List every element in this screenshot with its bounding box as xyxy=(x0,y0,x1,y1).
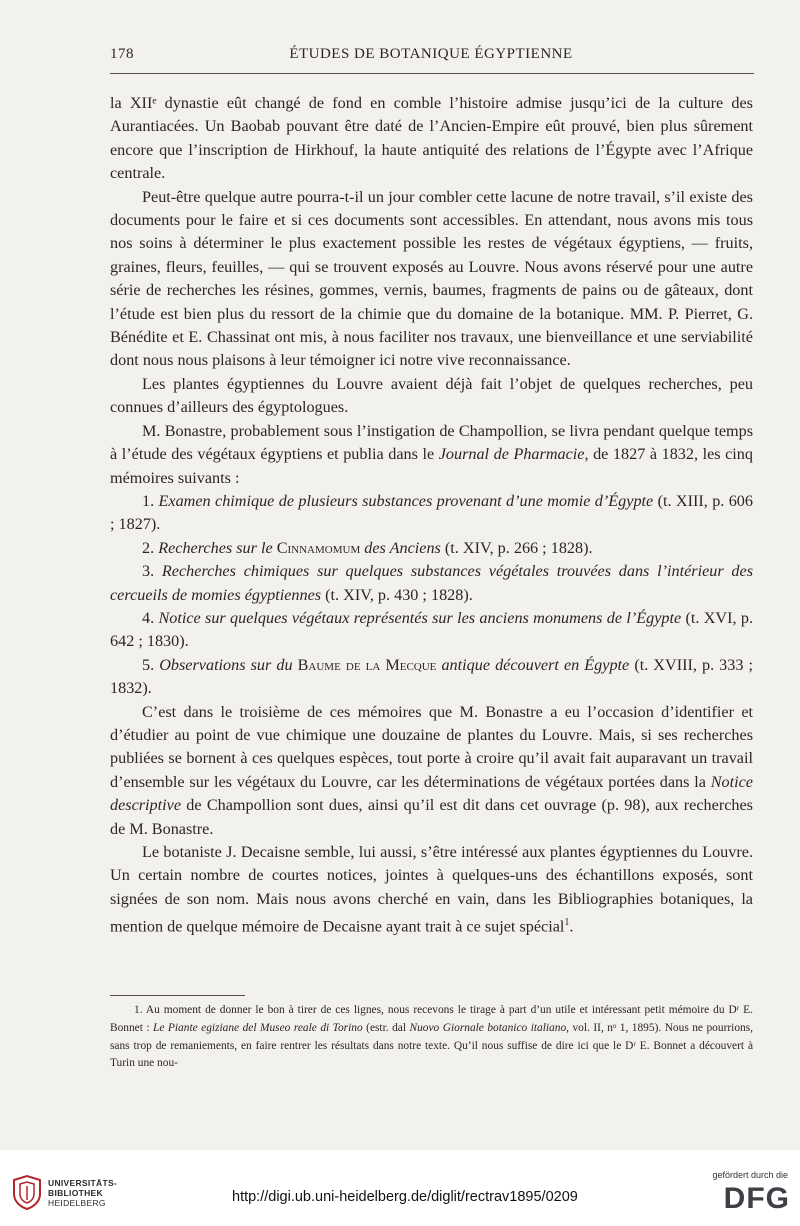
memoir-item-title: Notice sur quelques végétaux représentés sur les anciens monumens de l’Égypte xyxy=(158,608,682,627)
paragraph-6-end: . xyxy=(569,917,574,936)
notice-title: Notice descriptive xyxy=(110,772,753,815)
paragraph-6-text: Le botaniste J. Decaisne semble, lui aussi, s’être intéressé aux plantes égyptiennes du Louvre. Un certain nombre de courtes notices, jointes à quelques-uns des échantillons exposés, sont signées de son nom. Mais nous avons cherché en vain, dans les Bibliographies botaniques, la mention de quelque mémoire de Decaisne ayant trait à ce sujet spécial xyxy=(110,843,753,936)
footnote-text-b: (estr. dal xyxy=(362,1021,410,1034)
memoir-item-3 xyxy=(110,560,753,607)
running-title: ÉTUDES DE BOTANIQUE ÉGYPTIENNE xyxy=(289,46,573,62)
memoir-item-ref: (t. XVIII, p. 333 ; 1832). xyxy=(110,655,754,698)
paragraph-4-text-b: de 1827 à 1832, les cinq mémoires suivants : xyxy=(110,445,753,487)
university-line-2: BIBLIOTHEK xyxy=(48,1188,103,1198)
memoir-item-title-cont: antique découvert en Égypte xyxy=(436,655,630,674)
paragraph-4-text-a: M. Bonastre, probablement sous l’instigation de Champollion, se livra pendant quelque temps à l’étude des végétaux égyptiens et publia dans le xyxy=(110,421,753,464)
paragraph-5-text-b: de Champollion sont dues, ainsi qu’il est dit dans cet ouvrage (p. 98), aux recherches de M. Bonastre. xyxy=(110,796,753,838)
funding-note: gefördert durch die xyxy=(712,1170,788,1180)
running-head xyxy=(110,46,752,68)
memoir-item-title: Examen chimique de plusieurs substances provenant d’une momie d’Égypte xyxy=(158,491,654,510)
memoir-item-title: Observations sur du xyxy=(159,655,298,674)
paragraph-2: Peut-être quelque autre pourra-t-il un jour combler cette lacune de notre travail, s’il existe des documents pour le faire et si ces documents sont accessibles. En attendant, nous avons mis tous nos soins à déterminer le plus exactement possible les restes de végétaux égyptiens, — fruits, graines, fleurs, feuilles, — qui se trouvent exposés au Louvre. Nous avons réservé pour une autre série de recherches les résines, gommes, vernis, baumes, fragments de pains ou de gâteaux, dont l’étude est bien plus du ressort de la chimie que du domaine de la botanique. MM. P. Pierret, G. Bénédite et E. Chassinat ont mis, à nous faciliter nos travaux, une bienveillance et une serviabilité dont nous nous plaisons à leur témoigner ici notre vive reconnaissance. xyxy=(110,187,753,370)
memoir-item-title: Recherches chimiques sur quelques substances végétales trouvées dans l’intérieur des cercueils de momies égyptiennes xyxy=(110,562,754,604)
memoir-item-ref: (t. XVI, p. 642 ; 1830). xyxy=(110,608,754,651)
footnote-title-2: Nuovo Giornale botanico italiano xyxy=(409,1021,567,1034)
university-line-1: UNIVERSITÄTS- xyxy=(48,1178,118,1188)
body-text xyxy=(110,92,753,939)
footnote-title-1: Le Piante egiziane del Museo reale di Torino xyxy=(153,1021,363,1034)
paragraph-5-text-a: C’est dans le troisième de ces mémoires que M. Bonastre a eu l’occasion d’identifier et d’étudier au point de vue chimique une douzaine de plantes du Louvre. Mais, si ses recherches publiées se bornent à ces quelques espèces, tout porte à croire qu’il avait fait auparavant un travail d’ensemble sur les végétaux du Louvre, car les déterminations de végétaux portées dans la xyxy=(110,702,753,791)
memoir-item-ref: (t. XIII, p. 606 ; 1827). xyxy=(110,491,753,534)
memoir-item-5 xyxy=(110,654,753,701)
memoir-item-2 xyxy=(110,537,753,560)
memoir-item-title-cont: des Anciens xyxy=(360,538,441,557)
memoir-item-smallcaps: Baume de la Mecque xyxy=(297,655,437,674)
dfg-logo: DFG xyxy=(723,1182,790,1215)
footnote-text-c: , vol. II, nᵒ 1, 1895). Nous ne pourrions, sans trop de remaniements, en faire rentrer les résultats dans notre texte. Qu’il nous suffise de dire ici que le Dʳ E. Bonnet a découvert à Turin une nou- xyxy=(110,1021,753,1070)
permalink-url[interactable]: http://digi.ub.uni-heidelberg.de/diglit/rectrav1895/0209 xyxy=(232,1189,578,1205)
footnote-marker: 1 xyxy=(564,917,570,929)
footnote xyxy=(110,1002,753,1073)
digitization-footer xyxy=(0,1150,800,1226)
journal-title: Journal de Pharmacie, xyxy=(438,445,589,464)
memoir-item-smallcaps: Cinnamomum xyxy=(276,538,361,557)
memoir-item-ref: (t. XIV, p. 266 ; 1828). xyxy=(440,538,593,557)
paragraph-6 xyxy=(110,841,753,939)
memoir-item-number: 2. xyxy=(142,538,159,557)
memoir-item-4 xyxy=(110,607,753,654)
footnote-rule xyxy=(110,995,245,996)
university-library-name xyxy=(48,1178,117,1208)
header-rule xyxy=(110,73,754,74)
memoir-item-number: 3. xyxy=(142,562,162,581)
memoir-item-title: Recherches sur le xyxy=(158,538,277,557)
paragraph-4 xyxy=(110,420,753,490)
memoir-item-number: 1. xyxy=(142,491,159,510)
university-line-3: HEIDELBERG xyxy=(48,1198,106,1208)
memoir-item-ref: (t. XIV, p. 430 ; 1828). xyxy=(321,585,473,604)
memoir-item-1 xyxy=(110,490,753,537)
memoir-item-number: 4. xyxy=(142,608,159,627)
footnote-text-a: 1. Au moment de donner le bon à tirer de ces lignes, nous recevons le tirage à part d’un utile et intéressant petit mémoire du Dʳ E. Bonnet : xyxy=(110,1004,753,1034)
paragraph-3: Les plantes égyptiennes du Louvre avaient déjà fait l’objet de quelques recherches, peu connues d’ailleurs des égyptologues. xyxy=(110,374,753,417)
page-number: 178 xyxy=(110,46,134,62)
university-seal-icon xyxy=(10,1174,44,1210)
paragraph-1: la XIIᵉ dynastie eût changé de fond en comble l’histoire admise jusqu’ici de la culture des Aurantiacées. Un Baobab pouvant être daté de l’Ancien-Empire eût prouvé, bien plus sûrement encore que l’inscription de Hirkhouf, la haute antiquité des relations de l’Égypte avec l’Afrique centrale. xyxy=(110,94,753,183)
memoir-item-number: 5. xyxy=(142,655,160,674)
paragraph-5 xyxy=(110,701,753,841)
